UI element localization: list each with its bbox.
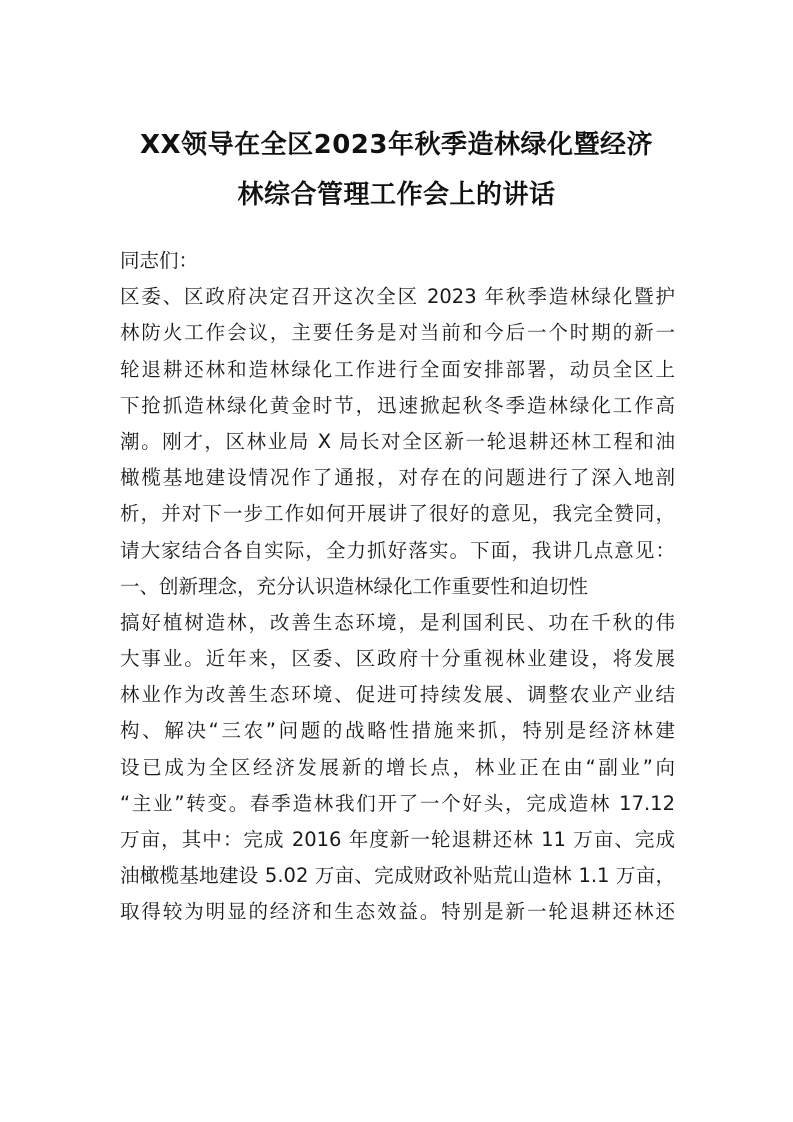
body-line-16: 万亩，其中：完成 2016 年度新一轮退耕还林 11 万亩、完成 — [120, 828, 675, 851]
body-line-12: 林业作为改善生态环境、促进可持续发展、调整农业产业结 — [120, 683, 675, 707]
body-line-17: 油橄榄基地建设 5.02 万亩、完成财政补贴荒山造林 1.1 万亩， — [120, 864, 675, 888]
body-line-7: 析，并对下一步工作如何开展讲了很好的意见，我完全赞同， — [120, 502, 675, 526]
document-title — [100, 120, 693, 220]
body-line-14: 设已成为全区经济发展新的增长点，林业正在由“副业”向 — [120, 755, 675, 779]
section-heading-1: 一、创新理念，充分认识造林绿化工作重要性和迫切性 — [120, 574, 589, 598]
body-line-3: 轮退耕还林和造林绿化工作进行全面安排部署，动员全区上 — [120, 357, 675, 381]
body-line-6: 橄榄基地建设情况作了通报，对存在的问题进行了深入地剖 — [120, 466, 675, 490]
greeting: 同志们： — [120, 249, 199, 272]
body-line-15: “主业”转变。春季造林我们开了一个好头，完成造林 17.12 — [120, 791, 675, 815]
body-line-8: 请大家结合各自实际，全力抓好落实。下面，我讲几点意见： — [120, 538, 675, 562]
body-line-4: 下抢抓造林绿化黄金时节，迅速掀起秋冬季造林绿化工作高 — [120, 393, 675, 417]
body-line-11: 大事业。近年来，区委、区政府十分重视林业建设，将发展 — [120, 647, 675, 671]
body-line-13: 构、解决“三农”问题的战略性措施来抓，特别是经济林建 — [120, 719, 675, 743]
document-body — [120, 243, 675, 931]
body-line-18: 取得较为明显的经济和生态效益。特别是新一轮退耕还林还 — [120, 900, 675, 924]
body-line-5: 潮。刚才，区林业局 X 局长对全区新一轮退耕还林工程和油 — [120, 429, 675, 453]
body-line-2: 林防火工作会议，主要任务是对当前和今后一个时期的新一 — [120, 321, 675, 345]
body-line-1: 区委、区政府决定召开这次全区 2023 年秋季造林绿化暨护 — [120, 285, 675, 309]
body-line-10: 搞好植树造林，改善生态环境，是利国利民、功在千秋的伟 — [120, 610, 675, 634]
title-line-2: 林综合管理工作会上的讲话 — [237, 180, 556, 210]
title-line-1: XX领导在全区2023年秋季造林绿化暨经济 — [140, 130, 653, 160]
